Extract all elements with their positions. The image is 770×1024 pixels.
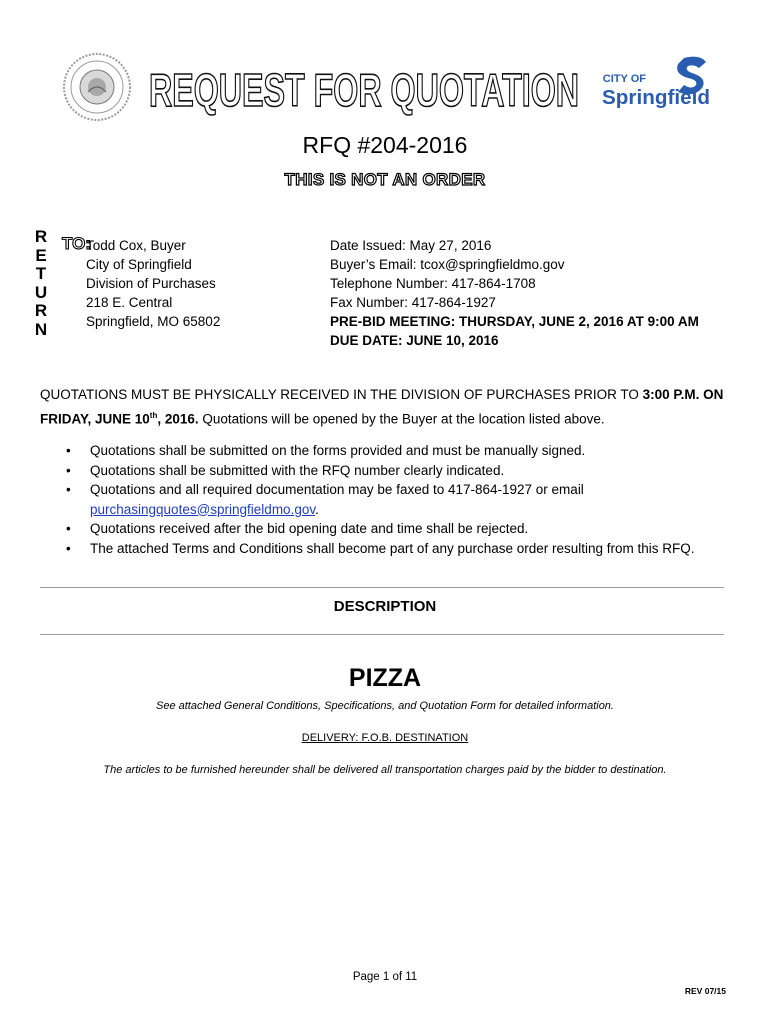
page-number: Page 1 of 11 [352, 971, 418, 983]
city-of-springfield-logo [596, 52, 714, 112]
list-item [62, 441, 732, 461]
pre-bid-meeting: PRE-BID MEETING: THURSDAY, JUNE 2, 2016 AT 9:00 AM [330, 314, 699, 329]
date-issued: Date Issued: May 27, 2016 [330, 238, 492, 253]
buyer-address-block [86, 236, 220, 331]
item-title: PIZZA [348, 664, 422, 692]
banner-title: REQUEST FOR QUOTATION [149, 64, 579, 116]
notice-year: , 2016. [157, 411, 199, 427]
logo-city-of: CITY OF [602, 73, 646, 85]
address-line: Todd Cox, Buyer [86, 238, 186, 253]
address-line: Division of Purchases [86, 276, 216, 291]
address-line: City of Springfield [86, 257, 192, 272]
list-item-text: Quotations shall be submitted on the forms provided and must be manually signed. [90, 443, 586, 458]
notice-text: QUOTATIONS MUST BE PHYSICALLY RECEIVED IN THE DIVISION OF PURCHASES PRIOR TO [40, 387, 643, 402]
delivery-terms: DELIVERY: F.O.B. DESTINATION [301, 732, 469, 744]
return-vertical-label [34, 228, 48, 340]
notice-deadline: 3:00 P.M. ON FRIDAY, JUNE 10 [40, 387, 724, 427]
not-an-order-notice: THIS IS NOT AN ORDER [284, 170, 486, 189]
rfq-number: RFQ #204-2016 [302, 132, 468, 158]
return-letter: N [34, 319, 48, 339]
list-item-text: Quotations and all required documentation may be faxed to 417-864-1927 or email [90, 482, 584, 497]
notice-superscript: th [149, 411, 158, 420]
telephone-number: Telephone Number: 417-864-1708 [330, 276, 536, 291]
transportation-note: The articles to be furnished hereunder shall be delivered all transportation charges paid by the bidder to destination. [103, 764, 667, 776]
divider-bottom [40, 634, 724, 635]
notice-opening-text: Quotations will be opened by the Buyer at the location listed above. [198, 411, 605, 427]
address-line: 218 E. Central [86, 295, 173, 310]
instructions-list [62, 441, 732, 558]
see-attached-note: See attached General Conditions, Specifications, and Quotation Form for detailed information. [156, 700, 614, 712]
due-date: DUE DATE: JUNE 10, 2016 [330, 333, 499, 348]
divider-top [40, 587, 724, 588]
rfq-info-block [330, 236, 699, 350]
list-item [62, 539, 732, 559]
revision-label: REV 07/15 [684, 986, 726, 996]
list-item [62, 519, 732, 539]
description-heading: DESCRIPTION [333, 598, 437, 615]
return-letter: R [34, 227, 48, 246]
address-line: Springfield, MO 65802 [86, 314, 221, 329]
request-for-quotation-banner [144, 58, 584, 118]
return-letter: R [34, 301, 48, 321]
to-label: TO: [62, 234, 91, 253]
logo-springfield: Springfield [602, 87, 710, 109]
submission-notice [40, 384, 730, 430]
buyer-email: Buyer’s Email: tcox@springfieldmo.gov [330, 257, 565, 272]
return-letter: E [35, 245, 47, 265]
fax-number: Fax Number: 417-864-1927 [330, 295, 496, 310]
list-item-text: Quotations shall be submitted with the RFQ number clearly indicated. [90, 462, 505, 478]
return-letter: U [34, 282, 48, 302]
list-item [62, 461, 732, 481]
list-item-text: . [315, 501, 319, 517]
return-letter: T [35, 264, 47, 284]
list-item-text: Quotations received after the bid opening date and time shall be rejected. [90, 521, 529, 536]
purchasing-email-link[interactable]: purchasingquotes@springfieldmo.gov [90, 501, 316, 517]
list-item [62, 480, 732, 519]
city-seal-icon [62, 52, 132, 122]
list-item-text: The attached Terms and Conditions shall become part of any purchase order resulting from this RFQ. [90, 540, 695, 556]
